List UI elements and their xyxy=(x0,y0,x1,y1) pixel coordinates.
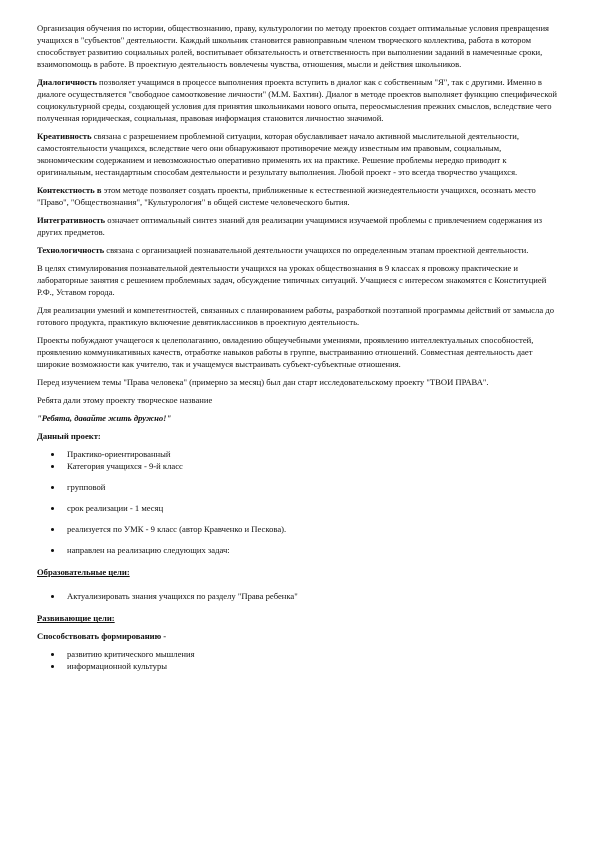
document-page xyxy=(37,22,557,672)
edu-goals-list xyxy=(37,590,557,602)
dialogicity-paragraph xyxy=(37,76,557,124)
contextuality-text: этом методе позволяет создать проекты, приближенные к естественной жизнедеятельности учащихся, осознать место "Право", "Обществознания", "Культурология" в общей системе человеческого бытия. xyxy=(37,185,536,207)
project-list xyxy=(37,448,557,556)
technology-paragraph xyxy=(37,244,557,256)
planning-paragraph: Для реализации умений и компетентностей, связанных с планированием работы, разработкой поэтапной программы действий от замысла до готового продукта, практикую включение девятиклассников в проектную деятельность. xyxy=(37,305,555,327)
technology-text: связана с организацией познавательной деятельности учащихся по определенным этапам проектной деятельности. xyxy=(104,245,529,255)
list-item: • Актуализировать знания учащихся по разделу "Права ребенка" xyxy=(63,590,557,602)
lessons-paragraph: В целях стимулирования познавательной деятельности учащихся на уроках обществознания в 9 классах я провожу практические и лабораторные занятия с решением проблемных задач, обсуждение типичных ситуаций. Учащиеся с интересом знакомятся с Конституцией Р.Ф., Уставом города. xyxy=(37,263,547,297)
creativity-paragraph xyxy=(37,130,557,178)
list-item: • информационной культуры xyxy=(63,660,557,672)
creativity-term: Креативность xyxy=(37,131,92,141)
creativity-text: связана с разрешением проблемной ситуации, которая обуславливает начало активной мыслительной деятельности, самостоятельности учащихся, вследствие чего они обнаруживают противоречие между известным им правовым, социальным, экономическим содержанием и невозможностью оперативно применять их на практике. Решение проблемы нередко приводит к оригинальным, нестандартным способам деятельности и результату выполнения. Любой проект - это всегда творчество учащихся. xyxy=(37,131,520,177)
dev-goals-heading: Развивающие цели: xyxy=(37,613,115,623)
integrativity-term: Интегративность xyxy=(37,215,106,225)
technology-term: Технологичность xyxy=(37,245,105,255)
intro-paragraph: Организация обучения по истории, обществознанию, праву, культурологии по методу проектов создает оптимальные условия превращения учащихся в "субъектов" деятельности. Каждый школьник становится равноправным членом творческого коллектива, работа в котором способствует развитию социальных ролей, воспитывает обязательность и ответственность при выполнении заданий в намеченные сроки, взаимопомощь в работе. В проектную деятельность вовлечены чувства, отношения, мысли и действия школьников. xyxy=(37,23,550,69)
edu-goals-heading: Образовательные цели: xyxy=(37,567,130,577)
list-item: • реализуется по УМК - 9 класс (автор Кравченко и Пескова). xyxy=(63,523,557,535)
integrativity-text: означает оптимальный синтез знаний для реализации учащимися изучаемой проблемы с привлечением содержания из других предметов. xyxy=(37,215,542,237)
project-heading: Данный проект: xyxy=(37,431,101,441)
dialogicity-term: Диалогичность xyxy=(37,77,97,87)
list-item: • развитию критического мышления xyxy=(63,648,557,660)
projects-paragraph: Проекты побуждают учащегося к целеполаганию, овладению общеучебными умениями, проявлению интеллектуальных способностей, проявлению коммуникативных качеств, отработке навыков работы в группе, выстраиванию отношений. Совместная деятельность дает широкие возможности как учителю, так и учащемуся выстраивать субъект-субъектные отношения. xyxy=(37,335,534,369)
project-start-paragraph: Перед изучением темы "Права человека" (примерно за месяц) был дан старт исследовательскому проекту "ТВОИ ПРАВА". xyxy=(37,377,489,387)
project-name-intro: Ребята дали этому проекту творческое название xyxy=(37,395,213,405)
dev-sub-heading: Способствовать формированию - xyxy=(37,631,167,641)
dialogicity-text: позволяет учащимся в процессе выполнения проекта вступить в диалог как с собственным "Я", так с другими. Именно в диалоге осуществляется "свободное самоотковение личности" (М.М. Бахтин). Диалог в методе проектов выполняет функцию специфической социокультурной среды, создающей условия для принятия школьниками нового опыта, переосмысления прежних смыслов, вследствие чего полученная юридическая, социальная, правовая информация становится личностно значимой. xyxy=(37,77,557,123)
integrativity-paragraph xyxy=(37,214,557,238)
contextuality-term: Контекстность в xyxy=(37,185,102,195)
list-item: • групповой xyxy=(63,481,557,493)
contextuality-paragraph xyxy=(37,184,557,208)
list-item: • Практико-ориентированный xyxy=(63,448,557,460)
list-item: • Категория учащихся - 9-й класс xyxy=(63,460,557,472)
list-item: • направлен на реализацию следующих задач: xyxy=(63,544,557,556)
dev-goals-list xyxy=(37,648,557,672)
project-slogan: "Ребята, давайте жить дружно!" xyxy=(37,413,172,423)
list-item: • срок реализации - 1 месяц xyxy=(63,502,557,514)
